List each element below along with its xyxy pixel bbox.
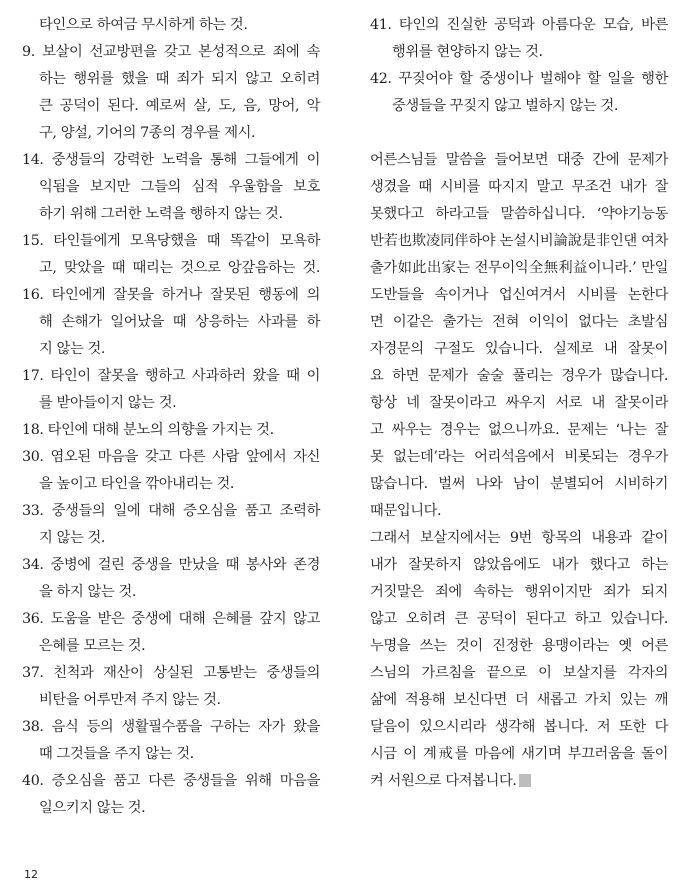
text-line: 타인으로 하여금 무시하게 하는 것. [39,17,248,33]
text-line: 은혜를 모르는 것. [39,638,146,654]
text-line: 켜 서원으로 다져봅니다. [370,768,668,795]
text-line: 내가 잘못하지 않았음에도 내가 했다고 하는 [370,557,668,573]
text-line: 큰 공덕이 된다. 예로써 살, 도, 음, 망어, 악 [39,98,320,114]
text-line: 지 않는 것. [39,530,106,546]
text-line: 행위를 현양하지 않는 것. [392,44,543,60]
text-line: 33. 중생들의 일에 대해 증오심을 품고 조력하 [22,503,320,519]
text-line: 어른스님들 말씀을 들어보면 대중 간에 문제가 [370,152,668,168]
text-line: 그래서 보살지에서는 9번 항목의 내용과 같이 [370,530,668,546]
text-line: 구, 양설, 기어의 7종의 경우를 제시. [39,125,256,141]
text-line: 때 그것들을 주지 않는 것. [39,746,194,762]
text-line: 해 손해가 일어났을 때 상응하는 사과를 하 [39,314,320,330]
text-line: 34. 중병에 걸린 중생을 만났을 때 봉사와 존경 [22,557,320,573]
text-line: 일으키지 않는 것. [39,800,146,816]
end-of-article-mark [519,774,531,787]
text-line: 달음이 있으시리라 생각해 봅니다. 저 또한 다 [370,719,668,735]
text-line: 삶에 적용해 보신다면 더 새롭고 가치 있는 깨 [370,692,668,708]
text-line: 하는 행위를 했을 때 죄가 되지 않고 오히려 [39,71,320,87]
text-line: 자경문의 구절도 있습니다. 실제로 내 잘못이 [370,341,668,357]
text-line: 스님의 가르침을 끝으로 이 보살지를 각자의 [370,665,668,681]
text-line: 36. 도움을 받은 중생에 대해 은혜를 갚지 않고 [22,611,320,627]
text-line: 항상 네 잘못이라고 싸우지 서로 내 잘못이라 [370,395,668,411]
page-number: 12 [24,868,38,881]
text-line: 도반들을 속이거나 업신여겨서 시비를 논한다 [370,287,668,303]
text-line: 고, 맞았을 때 때리는 것으로 앙갚음하는 것. [39,260,320,276]
text-line: 을 하지 않는 것. [39,584,137,600]
text-line: 를 받아들이지 않는 것. [39,395,177,411]
text-line: 때문입니다. [370,503,442,519]
text-line: 누명을 쓰는 것이 진정한 용맹이라는 옛 어른 [370,638,668,654]
left-column [22,12,320,822]
text-line: 9. 보살이 선교방편을 갖고 본성적으로 죄에 속 [22,44,320,60]
text-line: 고 싸우는 경우는 없으니까요. 문제는 ‘나는 잘 [370,422,668,438]
text-line: 16. 타인에게 잘못을 하거나 잘못된 행동에 의 [22,287,320,303]
text-line: 출가如此出家는 전무이익全無利益이니라.’ 만일 [370,260,668,276]
text-line: 40. 증오심을 품고 다른 중생들을 위해 마음을 [22,773,320,789]
text-line: 비탄을 어루만져 주지 않는 것. [39,692,221,708]
text-line: 시금 이 계戒를 마음에 새기며 부끄러움을 돌이 [370,746,668,762]
text-line: 생겼을 때 시비를 따지지 말고 무조건 내가 잘 [370,179,668,195]
text-line: 많습니다. 벌써 나와 남이 분별되어 시비하기 [370,476,668,492]
text-line: 30. 염오된 마음을 갖고 다른 사람 앞에서 자신 [22,449,320,465]
text-line: 을 높이고 타인을 깎아내리는 것. [39,476,235,492]
text-line: 37. 친척과 재산이 상실된 고통받는 중생들의 [22,665,320,681]
paragraph-gap [370,120,668,147]
text-line: 중생들을 꾸짖지 않고 벌하지 않는 것. [392,98,619,114]
text-line: 18. 타인에 대해 분노의 의향을 가지는 것. [22,422,274,438]
text-line: 하기 위해 그러한 노력을 행하지 않는 것. [39,206,283,222]
text-line: 못했다고 하라고들 말씀하십니다. ‘약야기능동 [370,206,668,222]
text-line: 41. 타인의 진실한 공덕과 아름다운 모습, 바른 [370,17,668,33]
text-line: 요 하면 문제가 술술 풀리는 경우가 많습니다. [370,368,668,384]
text-line: 거짓말은 죄에 속하는 행위이지만 죄가 되지 [370,584,668,600]
text-line: 면 이같은 출가는 전혀 이익이 없다는 초발심 [370,314,668,330]
text-line: 15. 타인들에게 모욕당했을 때 똑같이 모욕하 [22,233,320,249]
text-line: 17. 타인이 잘못을 행하고 사과하러 왔을 때 이 [22,368,320,384]
text-line: 익됨을 보지만 그들의 심적 우울함을 보호 [39,179,320,195]
text-line: 42. 꾸짖어야 할 중생이나 벌해야 할 일을 행한 [370,71,668,87]
text-line: 14. 중생들의 강력한 노력을 통해 그들에게 이 [22,152,320,168]
text-line: 38. 음식 등의 생활필수품을 구하는 자가 왔을 [22,719,320,735]
text-line: 반若也欺凌同伴하야 논설시비論說是非인댄 여차 [370,233,668,249]
text-line: 지 않는 것. [39,341,106,357]
right-column [370,12,668,795]
text-line: 않고 오히려 큰 공덕이 된다고 하고 있습니다. [370,611,668,627]
text-line: 못 없는데’라는 어리석음에서 비롯되는 경우가 [370,449,668,465]
